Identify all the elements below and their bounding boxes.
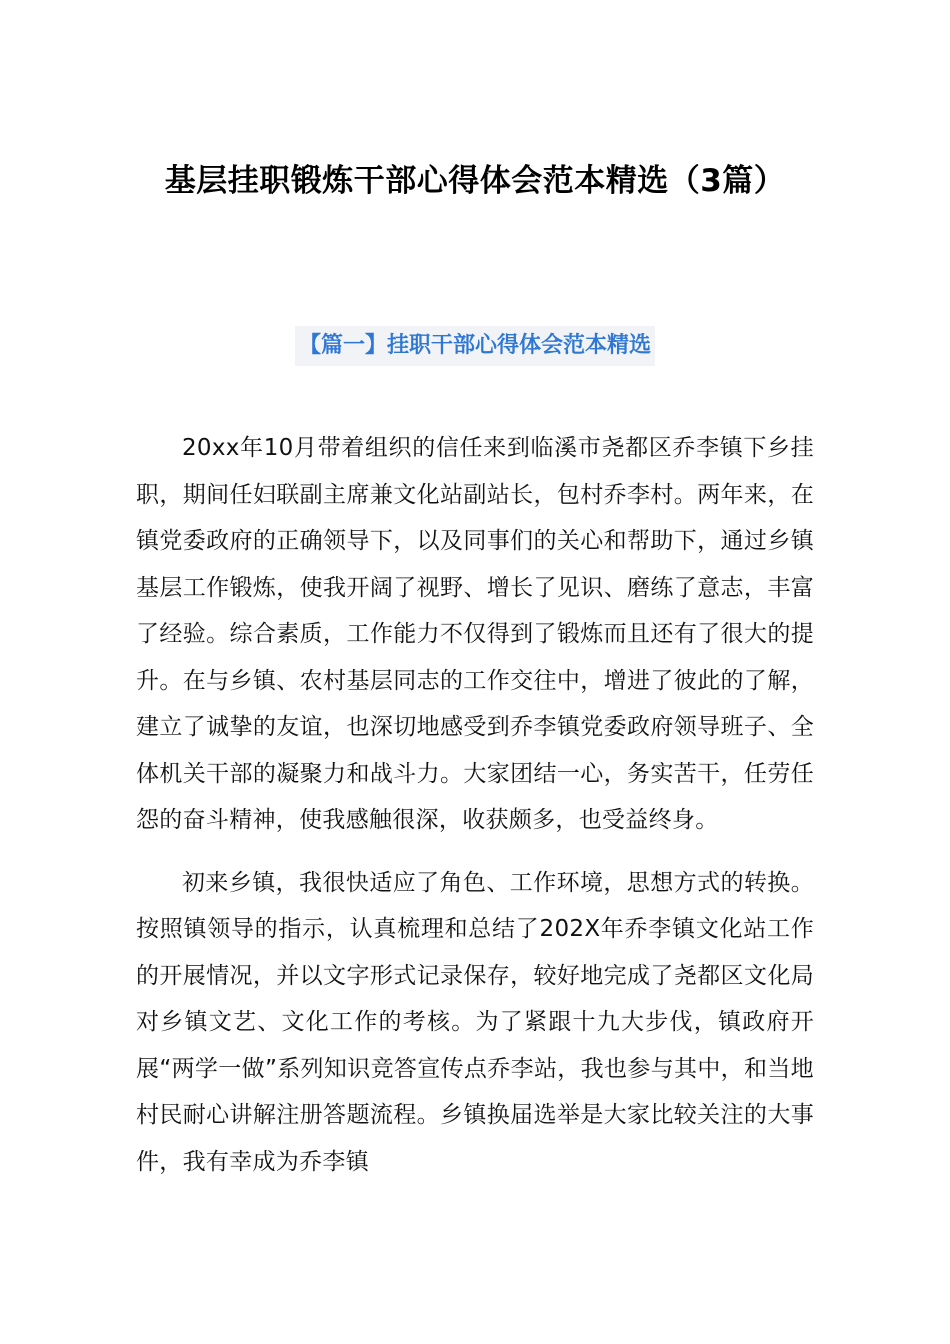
body-paragraph: 20xx年10月带着组织的信任来到临溪市尧都区乔李镇下乡挂职，期间任妇联副主席兼文化站副站长，包村乔李村。两年来，在镇党委政府的正确领导下，以及同事们的关心和帮助下，通过乡镇基层工作锻炼，使我开阔了视野、增长了见识、磨练了意志，丰富了经验。综合素质，工作能力不仅得到了锻炼而且还有了很大的提升。在与乡镇、农村基层同志的工作交往中，增进了彼此的了解，建立了诚挚的友谊，也深切地感受到乔李镇党委政府领导班子、全体机关干部的凝聚力和战斗力。大家团结一心，务实苦干，任劳任怨的奋斗精神，使我感触很深，收获颇多，也受益终身。	[136, 435, 814, 833]
document-body	[136, 425, 814, 1201]
body-paragraph: 初来乡镇，我很快适应了角色、工作环境，思想方式的转换。按照镇领导的指示，认真梳理和总结了202X年乔李镇文化站工作的开展情况，并以文字形式记录保存，较好地完成了尧都区文化局对乡镇文艺、文化工作的考核。为了紧跟十九大步伐，镇政府开展“两学一做”系列知识竞答宣传点乔李站，我也参与其中，和当地村民耐心讲解注册答题流程。乡镇换届选举是大家比较关注的大事件，我有幸成为乔李镇	[136, 869, 814, 1175]
section-heading: 【篇一】挂职干部心得体会范本精选	[295, 326, 655, 366]
document-title: 基层挂职锻炼干部心得体会范本精选（3篇）	[164, 163, 786, 199]
section-heading-container	[0, 326, 950, 366]
